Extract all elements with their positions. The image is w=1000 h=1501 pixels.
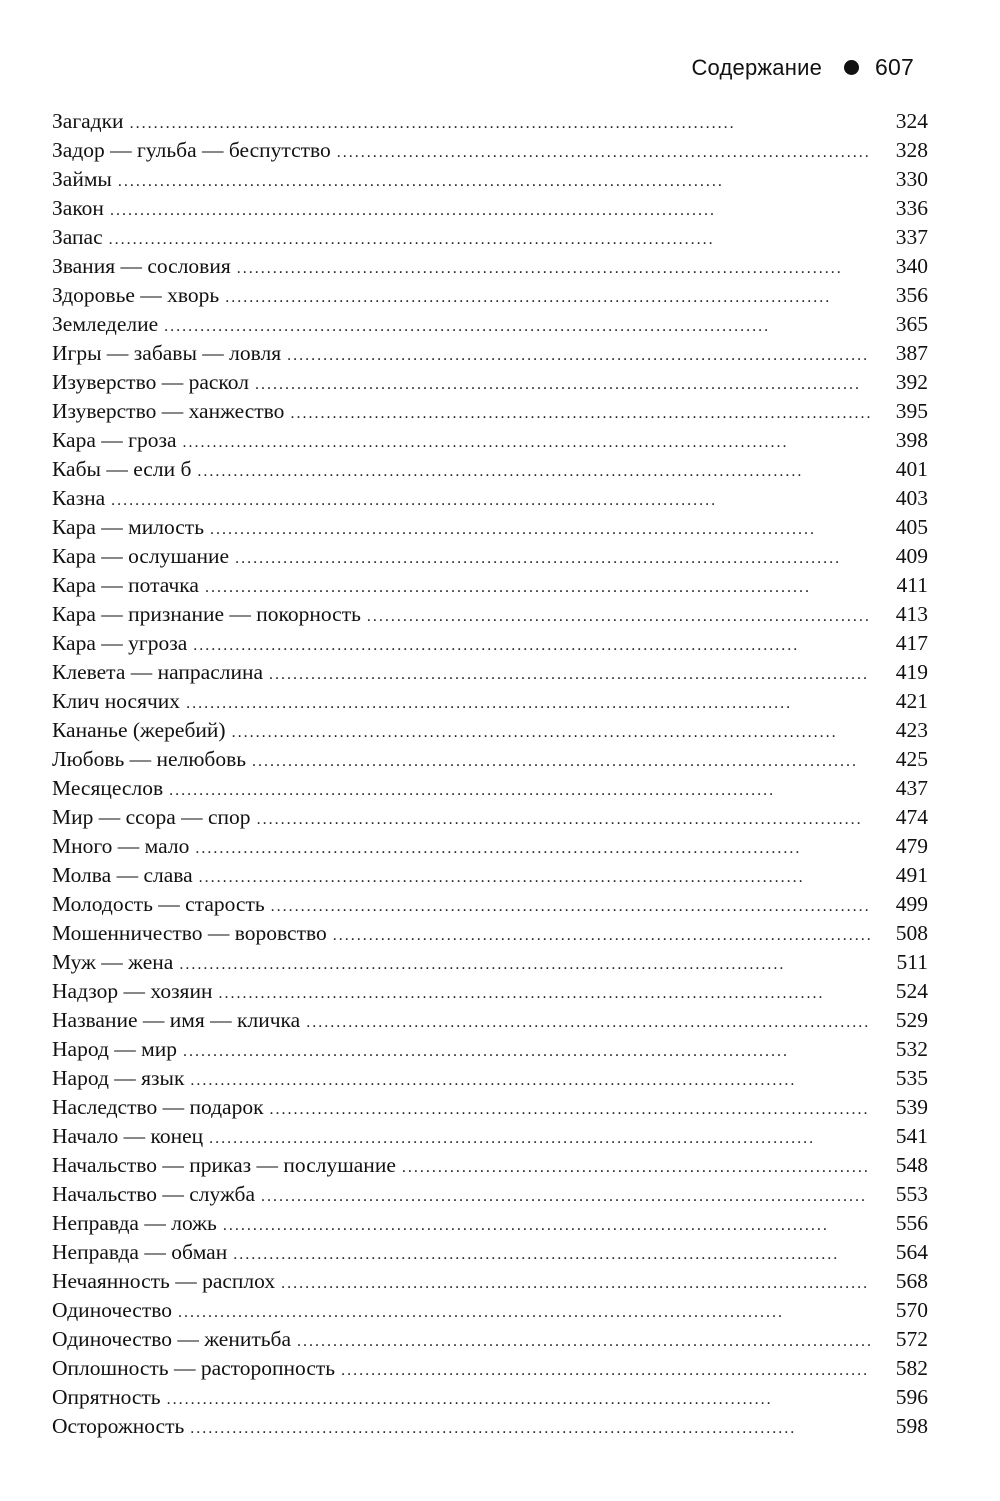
toc-entry [52, 1354, 928, 1383]
toc-entry-page: 398 [895, 428, 928, 452]
toc-entry-title: Закон [52, 196, 104, 220]
toc-entry [52, 281, 928, 310]
toc-entry [52, 223, 928, 252]
toc-entry-title: Клич носячих [52, 689, 181, 713]
dot-leader [199, 863, 870, 892]
toc-entry [52, 774, 928, 803]
toc-entry [52, 513, 928, 542]
toc-entry [52, 861, 928, 890]
toc-entry-page: 328 [895, 138, 928, 162]
toc-entry [52, 1296, 928, 1325]
toc-entry-title: Кара — признание — покорность [52, 602, 361, 626]
toc-entry-title: Любовь — нелюбовь [52, 747, 247, 771]
dot-leader [190, 1066, 870, 1095]
toc-entry [52, 1209, 928, 1238]
toc-entry-title: Народ — мир [52, 1037, 178, 1061]
toc-entry-title: Одиночество [52, 1298, 172, 1322]
toc-entry-title: Месяцеслов [52, 776, 164, 800]
toc-entry-page: 405 [895, 515, 928, 539]
running-head [691, 54, 914, 81]
dot-leader [218, 979, 870, 1008]
toc-entry-title: Кара — милость [52, 515, 205, 539]
toc-entry-page: 337 [895, 225, 928, 249]
toc-entry-page: 598 [895, 1414, 928, 1438]
toc-entry-page: 511 [896, 950, 928, 974]
toc-entry [52, 571, 928, 600]
dot-leader [233, 1240, 870, 1269]
toc-entry-title: Земледелие [52, 312, 159, 336]
dot-leader [186, 689, 870, 718]
toc-entry-page: 336 [895, 196, 928, 220]
toc-entry [52, 687, 928, 716]
toc-entry [52, 397, 928, 426]
toc-entry [52, 1006, 928, 1035]
toc-entry-page: 356 [895, 283, 928, 307]
dot-leader [290, 399, 870, 428]
toc-entry-page: 491 [895, 863, 928, 887]
toc-entry-page: 564 [895, 1240, 928, 1264]
dot-leader [205, 573, 870, 602]
dot-leader [235, 544, 870, 573]
toc-entry-page: 508 [895, 921, 928, 945]
dot-leader [195, 834, 870, 863]
dot-leader [232, 718, 870, 747]
toc-entry-page: 409 [895, 544, 928, 568]
section-title: Содержание [691, 54, 823, 80]
toc-entry-title: Задор — гульба — беспутство [52, 138, 331, 162]
toc-entry-title: Загадки [52, 109, 124, 133]
dot-leader [178, 1298, 870, 1327]
toc-entry-title: Игры — забавы — ловля [52, 341, 282, 365]
toc-entry-page: 556 [895, 1211, 928, 1235]
dot-leader [169, 776, 870, 805]
dot-leader [130, 109, 870, 138]
toc-entry-page: 330 [895, 167, 928, 191]
toc-entry-title: Осторожность [52, 1414, 185, 1438]
toc-entry-page: 499 [895, 892, 928, 916]
toc-entry-page: 541 [895, 1124, 928, 1148]
toc-entry [52, 252, 928, 281]
toc-entry-title: Изуверство — раскол [52, 370, 249, 394]
toc-entry-page: 582 [895, 1356, 928, 1380]
toc-entry-title: Кананье (жеребий) [52, 718, 226, 742]
toc-entry [52, 832, 928, 861]
toc-entry-title: Народ — язык [52, 1066, 185, 1090]
dot-leader [183, 1037, 870, 1066]
toc-entry [52, 426, 928, 455]
dot-leader [252, 747, 870, 776]
toc-entry-page: 539 [895, 1095, 928, 1119]
toc-entry-page: 423 [895, 718, 928, 742]
toc-entry [52, 1122, 928, 1151]
toc-entry-page: 532 [895, 1037, 928, 1061]
dot-leader [209, 1124, 870, 1153]
toc-entry [52, 1325, 928, 1354]
toc-entry [52, 1151, 928, 1180]
toc-entry [52, 716, 928, 745]
toc-entry-title: Неправда — ложь [52, 1211, 217, 1235]
toc-entry [52, 977, 928, 1006]
toc-entry-page: 403 [895, 486, 928, 510]
toc-entry-title: Звания — сословия [52, 254, 231, 278]
toc-entry-title: Нечаянность — расплох [52, 1269, 276, 1293]
toc-entry-page: 570 [895, 1298, 928, 1322]
toc-entry-page: 365 [895, 312, 928, 336]
toc-entry [52, 339, 928, 368]
dot-leader [197, 457, 870, 486]
toc-entry-page: 479 [895, 834, 928, 858]
toc-entry [52, 919, 928, 948]
toc-entry [52, 1412, 928, 1441]
toc-entry-title: Начало — конец [52, 1124, 204, 1148]
table-of-contents [52, 107, 928, 1441]
toc-entry-title: Казна [52, 486, 106, 510]
dot-leader [237, 254, 870, 283]
toc-entry [52, 1383, 928, 1412]
toc-entry-page: 548 [895, 1153, 928, 1177]
toc-entry-page: 425 [895, 747, 928, 771]
toc-entry-title: Название — имя — кличка [52, 1008, 301, 1032]
toc-entry-title: Кара — гроза [52, 428, 177, 452]
toc-entry [52, 745, 928, 774]
toc-entry-title: Кара — потачка [52, 573, 199, 597]
dot-leader [179, 950, 870, 979]
toc-entry-page: 535 [895, 1066, 928, 1090]
dot-leader [164, 312, 870, 341]
toc-entry-page: 413 [895, 602, 928, 626]
dot-leader [111, 486, 870, 515]
dot-leader [367, 602, 870, 631]
toc-entry-title: Клевета — напраслина [52, 660, 264, 684]
toc-entry-page: 421 [895, 689, 928, 713]
dot-leader [271, 892, 870, 921]
toc-entry-title: Одиночество — женитьба [52, 1327, 292, 1351]
toc-entry-page: 419 [895, 660, 928, 684]
toc-entry-page: 392 [895, 370, 928, 394]
toc-entry [52, 890, 928, 919]
toc-entry-title: Здоровье — хворь [52, 283, 220, 307]
toc-entry [52, 658, 928, 687]
toc-entry [52, 1180, 928, 1209]
toc-entry-page: 474 [895, 805, 928, 829]
toc-entry-page: 324 [895, 109, 928, 133]
dot-leader [193, 631, 870, 660]
toc-entry-title: Неправда — обман [52, 1240, 228, 1264]
toc-entry-page: 395 [895, 399, 928, 423]
dot-leader [287, 341, 870, 370]
toc-entry-title: Оплошность — расторопность [52, 1356, 336, 1380]
dot-leader [225, 283, 870, 312]
toc-entry-title: Мошенничество — воровство [52, 921, 327, 945]
toc-entry-page: 411 [896, 573, 928, 597]
toc-entry [52, 600, 928, 629]
dot-leader [402, 1153, 870, 1182]
dot-leader [341, 1356, 870, 1385]
toc-entry [52, 107, 928, 136]
toc-entry-page: 524 [895, 979, 928, 1003]
toc-entry-title: Муж — жена [52, 950, 174, 974]
toc-entry-page: 596 [895, 1385, 928, 1409]
toc-entry-page: 572 [895, 1327, 928, 1351]
toc-entry [52, 1093, 928, 1122]
dot-leader [110, 196, 870, 225]
toc-entry [52, 136, 928, 165]
toc-entry-title: Начальство — служба [52, 1182, 256, 1206]
toc-entry-page: 437 [895, 776, 928, 800]
toc-entry [52, 310, 928, 339]
toc-entry-title: Мир — ссора — спор [52, 805, 251, 829]
dot-leader [257, 805, 870, 834]
toc-entry-title: Молва — слава [52, 863, 193, 887]
toc-entry-title: Кабы — если б [52, 457, 192, 481]
page-number: 607 [875, 54, 914, 80]
toc-entry [52, 368, 928, 397]
toc-entry-title: Молодость — старость [52, 892, 265, 916]
dot-leader [306, 1008, 870, 1037]
toc-entry-page: 529 [895, 1008, 928, 1032]
toc-entry-page: 553 [895, 1182, 928, 1206]
dot-leader [167, 1385, 870, 1414]
toc-entry [52, 1035, 928, 1064]
toc-entry-title: Займы [52, 167, 112, 191]
toc-entry [52, 542, 928, 571]
toc-entry-title: Запас [52, 225, 103, 249]
dot-leader [281, 1269, 870, 1298]
dot-leader [333, 921, 870, 950]
dot-leader [210, 515, 870, 544]
toc-entry [52, 165, 928, 194]
toc-entry-title: Много — мало [52, 834, 190, 858]
toc-entry-title: Надзор — хозяин [52, 979, 213, 1003]
toc-entry [52, 455, 928, 484]
bullet-icon [844, 60, 859, 75]
toc-entry [52, 1267, 928, 1296]
toc-entry-page: 417 [895, 631, 928, 655]
dot-leader [261, 1182, 870, 1211]
toc-entry [52, 1238, 928, 1267]
toc-entry-page: 340 [895, 254, 928, 278]
toc-entry-title: Опрятность [52, 1385, 161, 1409]
toc-entry-page: 568 [895, 1269, 928, 1293]
toc-entry-title: Наследство — подарок [52, 1095, 264, 1119]
toc-entry [52, 1064, 928, 1093]
toc-entry [52, 948, 928, 977]
dot-leader [269, 660, 870, 689]
dot-leader [255, 370, 870, 399]
toc-entry [52, 629, 928, 658]
toc-entry [52, 803, 928, 832]
toc-entry-page: 387 [895, 341, 928, 365]
dot-leader [337, 138, 870, 167]
dot-leader [223, 1211, 870, 1240]
toc-entry [52, 484, 928, 513]
dot-leader [109, 225, 870, 254]
toc-entry-title: Кара — ослушание [52, 544, 230, 568]
toc-entry-page: 401 [895, 457, 928, 481]
toc-entry-title: Изуверство — ханжество [52, 399, 285, 423]
dot-leader [190, 1414, 870, 1443]
dot-leader [297, 1327, 870, 1356]
toc-entry-title: Начальство — приказ — послушание [52, 1153, 396, 1177]
toc-entry-title: Кара — угроза [52, 631, 188, 655]
dot-leader [183, 428, 871, 457]
dot-leader [270, 1095, 870, 1124]
dot-leader [118, 167, 870, 196]
toc-entry [52, 194, 928, 223]
